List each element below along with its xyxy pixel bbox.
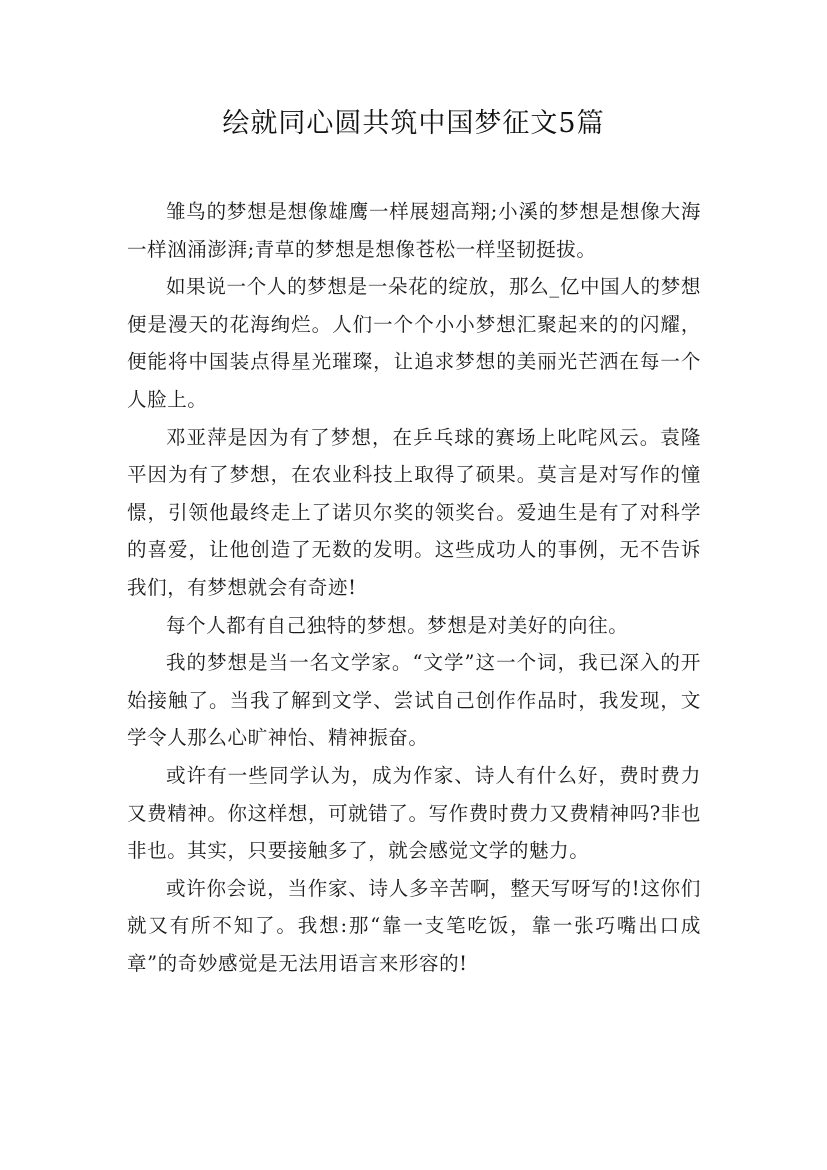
paragraph: 如果说一个人的梦想是一朵花的绽放，那么_亿中国人的梦想便是漫天的花海绚烂。人们一个个小小梦想汇聚起来的的闪耀，便能将中国装点得星光璀璨，让追求梦想的美丽光芒洒在每一个人脸上。 <box>127 275 701 411</box>
document-title: 绘就同心圆共筑中国梦征文5篇 <box>222 108 605 139</box>
paragraph: 或许有一些同学认为，成为作家、诗人有什么好，费时费力又费精神。你这样想，可就错了。写作费时费力又费精神吗?非也非也。其实，只要接触多了，就会感觉文学的魅力。 <box>127 763 701 863</box>
paragraph: 我的梦想是当一名文学家。“文学”这一个词，我已深入的开始接触了。当我了解到文学、尝试自己创作作品时，我发现，文学令人那么心旷神怡、精神振奋。 <box>127 651 701 750</box>
paragraph: 邓亚萍是因为有了梦想，在乒乓球的赛场上叱咤风云。袁隆平因为有了梦想，在农业科技上取得了硕果。莫言是对写作的憧憬，引领他最终走上了诺贝尔奖的领奖台。爱迪生是有了对科学的喜爱，让他创造了无数的发明。这些成功人的事例，无不告诉我们，有梦想就会有奇迹! <box>127 425 701 599</box>
document-body <box>127 193 701 982</box>
paragraph: 雏鸟的梦想是想像雄鹰一样展翅高翔;小溪的梦想是想像大海一样汹涌澎湃;青草的梦想是想像苍松一样坚韧挺拔。 <box>127 200 701 261</box>
paragraph: 或许你会说，当作家、诗人多辛苦啊，整天写呀写的!这你们就又有所不知了。我想:那“靠一支笔吃饭，靠一张巧嘴出口成章”的奇妙感觉是无法用语言来形容的! <box>127 876 701 975</box>
paragraph: 每个人都有自己独特的梦想。梦想是对美好的向往。 <box>166 613 629 637</box>
